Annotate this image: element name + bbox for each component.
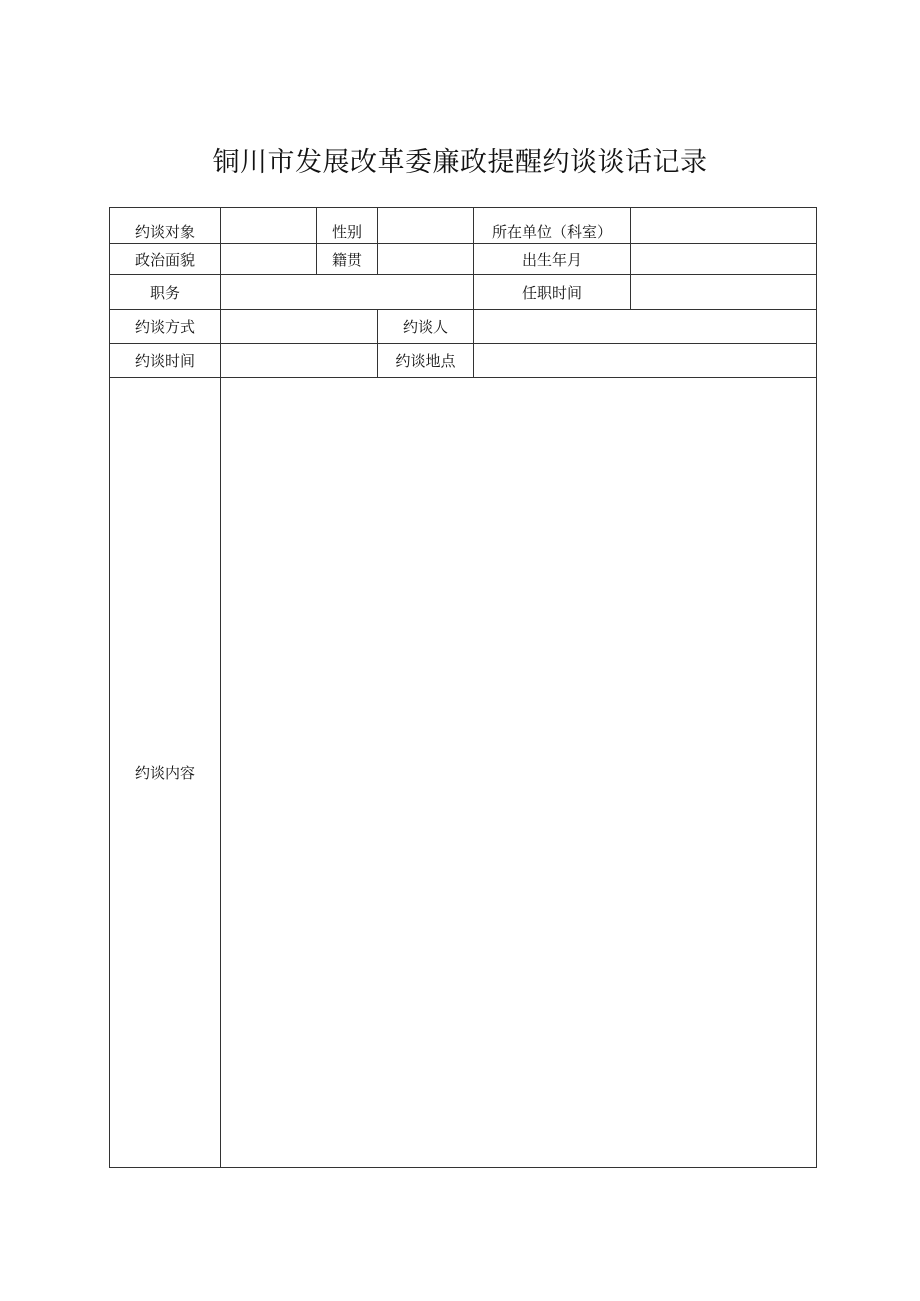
table-row	[110, 378, 817, 1168]
interviewee-field[interactable]	[221, 208, 317, 244]
tenure-field[interactable]	[631, 275, 817, 310]
interview-record-table	[109, 207, 817, 1168]
birth-field[interactable]	[631, 244, 817, 275]
table-row	[110, 208, 817, 244]
interviewer-field[interactable]	[474, 310, 817, 344]
page-title: 铜川市发展改革委廉政提醒约谈谈话记录	[212, 147, 708, 178]
time-field[interactable]	[221, 344, 378, 378]
birth-label: 出生年月	[474, 244, 631, 275]
gender-field[interactable]	[378, 208, 474, 244]
table-row	[110, 275, 817, 310]
method-label: 约谈方式	[110, 310, 221, 344]
native-place-field[interactable]	[378, 244, 474, 275]
position-label: 职务	[110, 275, 221, 310]
location-label: 约谈地点	[378, 344, 474, 378]
table-row	[110, 310, 817, 344]
political-status-field[interactable]	[221, 244, 317, 275]
time-label: 约谈时间	[110, 344, 221, 378]
unit-label: 所在单位（科室）	[474, 208, 631, 244]
unit-field[interactable]	[631, 208, 817, 244]
interviewee-label: 约谈对象	[110, 208, 221, 244]
content-label: 约谈内容	[110, 378, 221, 1168]
table-row	[110, 244, 817, 275]
content-field[interactable]	[221, 378, 817, 1168]
interviewer-label: 约谈人	[378, 310, 474, 344]
location-field[interactable]	[474, 344, 817, 378]
gender-label: 性别	[317, 208, 378, 244]
political-status-label: 政治面貌	[110, 244, 221, 275]
tenure-label: 任职时间	[474, 275, 631, 310]
native-place-label: 籍贯	[317, 244, 378, 275]
position-field[interactable]	[221, 275, 474, 310]
method-field[interactable]	[221, 310, 378, 344]
table-row	[110, 344, 817, 378]
